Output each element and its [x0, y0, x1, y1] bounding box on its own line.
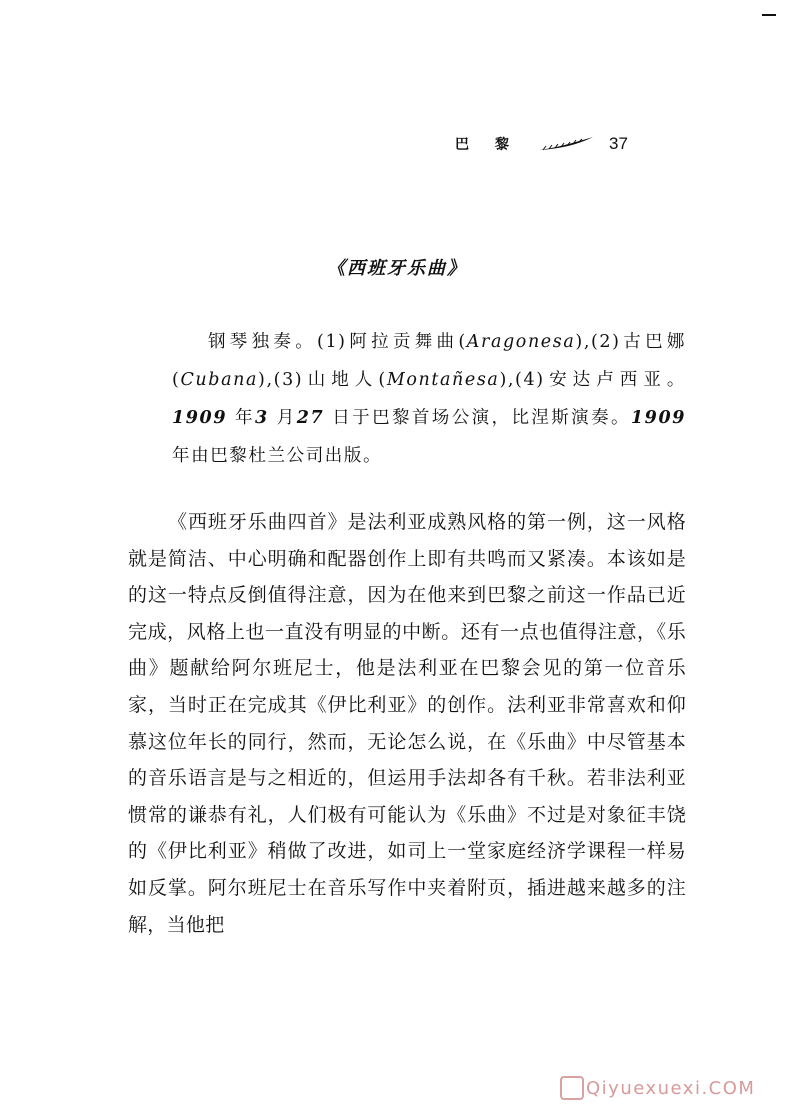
item-3-open: (: [378, 370, 387, 390]
item-1-open: (: [458, 332, 467, 352]
item-1-number: (1): [317, 332, 347, 352]
publish-year: 1909: [630, 408, 687, 428]
chapter-title: 巴黎: [455, 137, 535, 153]
work-note: [172, 323, 686, 475]
item-3-original-title: Montañesa: [386, 370, 500, 390]
premiere-day: 27: [296, 408, 325, 428]
item-1-original-title: Aragonesa: [466, 332, 576, 352]
item-2-original-title: Cubana: [180, 370, 259, 390]
work-title: 《西班牙乐曲》: [327, 258, 467, 279]
premiere-details: 日于巴黎首场公演，比涅斯演奏。: [332, 408, 631, 428]
premiere-month: 3: [255, 408, 269, 428]
item-2-number: (2): [590, 332, 621, 352]
item-3-number: (3): [273, 370, 304, 390]
item-2-close: ),: [258, 370, 274, 390]
item-3-name: 山地人: [303, 370, 379, 390]
premiere-year-suffix: 年: [235, 408, 256, 428]
instrumentation: 钢琴独奏。: [208, 332, 318, 352]
page-number: 37: [609, 134, 628, 153]
item-4-number: (4): [515, 370, 545, 390]
item-2-open: (: [172, 370, 181, 390]
item-2-name: 古巴娜: [620, 332, 686, 352]
watermark: [560, 1073, 755, 1103]
premiere-month-suffix: 月: [276, 408, 297, 428]
body-paragraph: 《西班牙乐曲四首》是法利亚成熟风格的第一例，这一风格就是简洁、中心明确和配器创作上即有共鸣而又紧凑。本该如是的这一特点反倒值得注意，因为在他来到巴黎之前这一作品已近完成，风格上也一直没有明显的中断。还有一点也值得注意，《乐曲》题献给阿尔班尼士，他是法利亚在巴黎会见的第一位音乐家，当时正在完成其《伊比利亚》的创作。法利亚非常喜欢和仰慕这位年长的同行，然而，无论怎么说，在《乐曲》中尽管基本的音乐语言是与之相近的，但运用手法却各有千秋。若非法利亚惯常的谦恭有礼，人们极有可能认为《乐曲》不过是对象征丰饶的《伊比利亚》稍做了改进，如司上一堂家庭经济学课程一样易如反掌。阿尔班尼士在音乐写作中夹着附页，插进越来越多的注解，当他把: [128, 511, 686, 936]
item-1-name: 阿拉贡舞曲: [346, 332, 459, 352]
corner-mark: [762, 14, 776, 16]
quill-ornament-icon: [537, 135, 597, 153]
publish-details: 年由巴黎杜兰公司出版。: [172, 446, 383, 466]
watermark-logo-icon: [560, 1076, 584, 1100]
item-4-name: 安达卢西亚。: [544, 370, 686, 390]
watermark-text: Qiyuexuexi.COM: [586, 1077, 756, 1099]
item-3-close: ),: [499, 370, 516, 390]
running-header: [455, 130, 628, 158]
premiere-year: 1909: [172, 408, 228, 428]
item-1-close: ),: [575, 332, 591, 352]
